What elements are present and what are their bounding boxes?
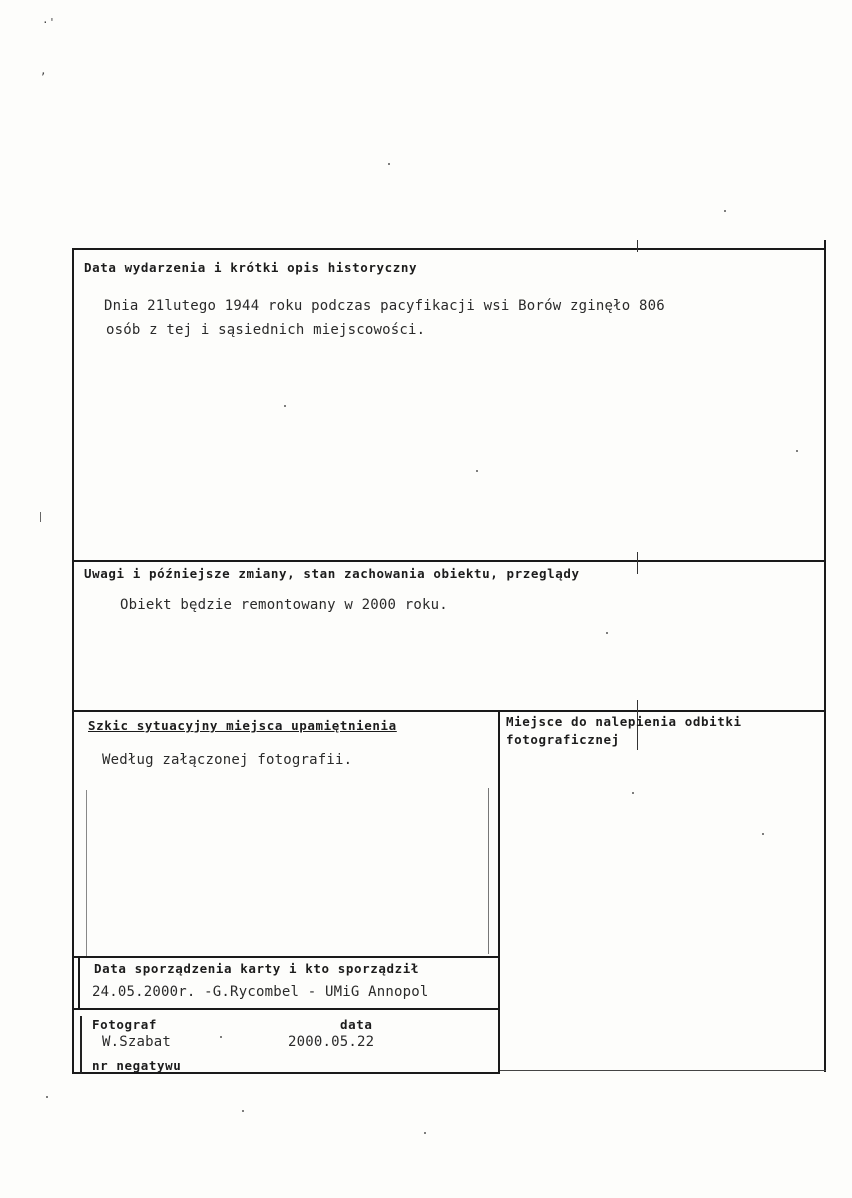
divider-section2-section3: [72, 710, 826, 712]
section4-label-line2: fotograficznej: [506, 732, 620, 747]
speck: [724, 210, 726, 212]
tick-mark-5: [40, 512, 41, 522]
sketch-inner-left: [86, 790, 87, 956]
speck: [606, 632, 608, 634]
stray-mark-top: ·': [42, 16, 56, 29]
stray-mark-second: ,: [40, 64, 47, 77]
data-label: data: [340, 1017, 373, 1032]
section3-label: Szkic sytuacyjny miejsca upamiętnienia: [88, 718, 397, 733]
speck: [762, 833, 764, 835]
speck: [424, 1132, 426, 1134]
date-box-left-stub: [78, 958, 80, 1008]
frame-bottom-right-line: [500, 1070, 826, 1071]
frame-right-line: [824, 240, 826, 1072]
data-value: 2000.05.22: [288, 1034, 375, 1050]
section2-label: Uwagi i późniejsze zmiany, stan zachowania obiektu, przeglądy: [84, 566, 580, 581]
speck: [632, 792, 634, 794]
speck: [220, 1036, 222, 1038]
section2-text: Obiekt będzie remontowany w 2000 roku.: [120, 597, 448, 613]
speck: [46, 1096, 48, 1098]
date-box-bottom-line: [72, 1008, 500, 1010]
fotograf-label: Fotograf: [92, 1017, 158, 1032]
speck: [388, 163, 390, 165]
frame-left-line: [72, 248, 74, 1073]
fotograf-value: W.Szabat: [102, 1034, 172, 1050]
section3-text: Według załączonej fotografii.: [102, 752, 353, 768]
section1-label: Data wydarzenia i krótki opis historyczny: [84, 260, 418, 275]
sketch-bottom-line: [72, 956, 500, 958]
section1-line2: osób z tej i sąsiednich miejscowości.: [106, 322, 426, 338]
tick-mark-1: [637, 240, 638, 252]
sketch-inner-right: [488, 788, 489, 954]
tick-mark-2: [637, 552, 638, 574]
section1-line1: Dnia 21lutego 1944 roku podczas pacyfikacji wsi Borów zginęło 806: [104, 298, 665, 314]
section5-text: 24.05.2000r. -G.Rycombel - UMiG Annopol: [92, 984, 429, 1000]
tick-mark-4: [80, 1016, 82, 1074]
speck: [284, 405, 286, 407]
speck: [796, 450, 798, 452]
speck: [476, 470, 478, 472]
column-divider: [498, 710, 500, 1072]
frame-top-line: [72, 248, 826, 250]
section4-label-line1: Miejsce do nalepienia odbitki: [506, 714, 742, 729]
negatyw-label: nr negatywu: [92, 1058, 182, 1073]
section5-label: Data sporządzenia karty i kto sporządził: [94, 961, 420, 976]
speck: [242, 1110, 244, 1112]
divider-section1-section2: [72, 560, 826, 562]
